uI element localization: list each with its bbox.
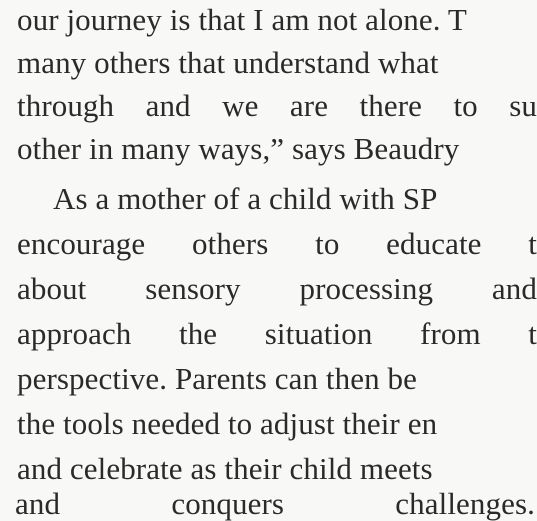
text-line-12: and conquers challenges. — [15, 486, 535, 521]
cropped-bottom-line — [15, 486, 535, 521]
text-line-11: and celebrate as their child meets — [17, 451, 433, 486]
text-line-4: other in many ways,” says Beaudry — [17, 131, 460, 166]
text-line-7: about sensory processing and — [17, 271, 537, 306]
text-line-8: approach the situation from t — [17, 316, 537, 351]
text-line-5: As a mother of a child with SP — [53, 181, 438, 216]
text-line-3: through and we are there to su — [17, 88, 537, 123]
text-line-1: our journey is that I am not alone. T — [17, 2, 467, 37]
text-line-10: the tools needed to adjust their en — [17, 406, 438, 441]
text-line-9: perspective. Parents can then be — [17, 361, 418, 396]
text-line-2: many others that understand what — [17, 45, 439, 80]
text-line-6: encourage others to educate t — [17, 226, 537, 261]
